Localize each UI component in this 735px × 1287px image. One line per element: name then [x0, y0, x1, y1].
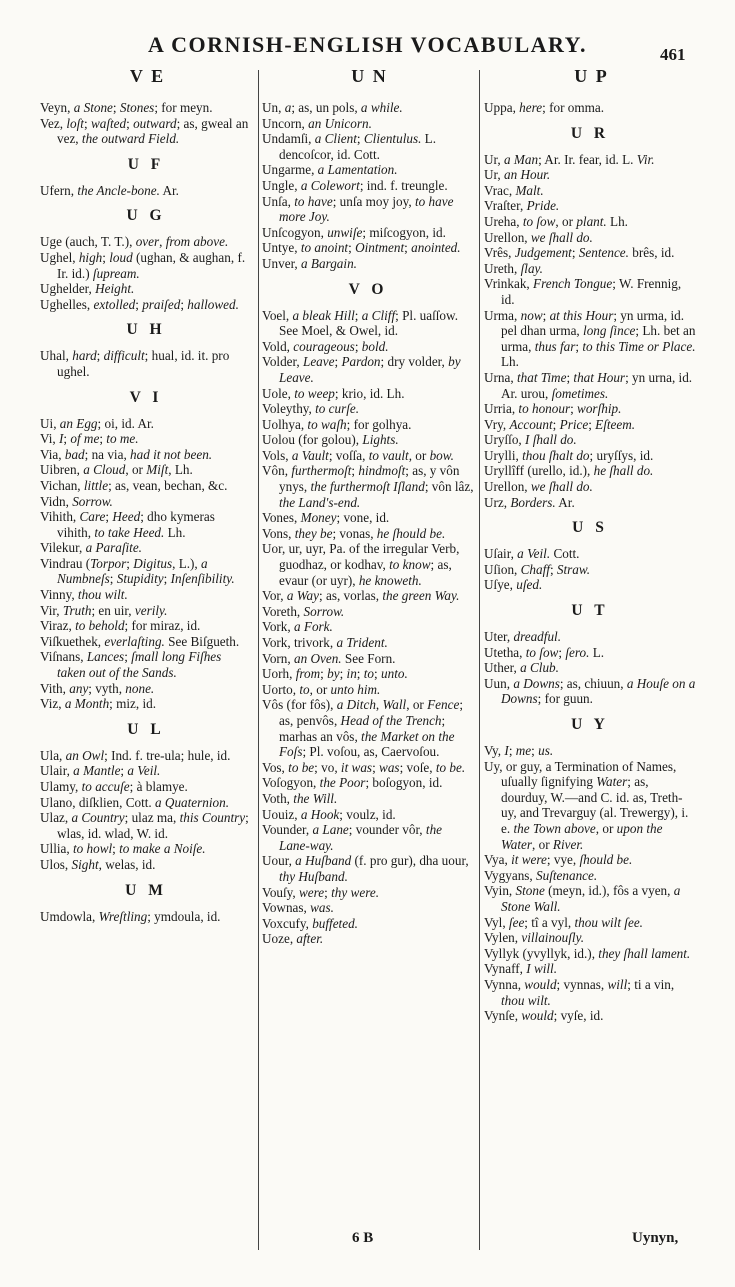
vocabulary-entry: Vihith, Care; Heed; dho kymeras vihith, to take Heed. Lh. — [40, 509, 215, 540]
vocabulary-entry: Vidn, Sorrow. — [40, 493, 113, 509]
vocabulary-entry: Ur, a Man; Ar. Ir. fear, id. L. Vir. — [484, 151, 655, 167]
vocabulary-entry: Voxcufy, buffeted. — [262, 915, 358, 931]
vocabulary-entry: Vyl, ſee; tî a vyl, thou wilt ſee. — [484, 914, 643, 930]
vocabulary-entry: Uolou (for golou), Lights. — [262, 432, 399, 448]
vocabulary-entry: Uy, or guy, a Termination of Names, uſually ſignifying Water; as, dourduy, W.—and C. id. as, Treth-uy, and Trevarguy (al. Trewergy), i. e. the Town above, or upon the Water, or River. — [484, 758, 689, 852]
vocabulary-entry: Vry, Account; Price; Eſteem. — [484, 416, 636, 432]
vocabulary-entry: Vir, Truth; en uir, verily. — [40, 602, 168, 618]
vocabulary-entry: Urellon, we ſhall do. — [484, 479, 593, 495]
vocabulary-entry: Vynaff, I will. — [484, 961, 558, 977]
vocabulary-entry: Volder, Leave; Pardon; dry volder, by Leave. — [262, 354, 461, 385]
vocabulary-entry: Vons, they be; vonas, he ſhould be. — [262, 525, 446, 541]
vocabulary-entry: Vi, I; of me; to me. — [40, 431, 139, 447]
section-heading: U G — [126, 207, 166, 225]
column-left — [40, 100, 252, 1250]
vocabulary-entry: Voſogyon, the Poor; boſogyon, id. — [262, 775, 443, 791]
vocabulary-entry: Vownas, was. — [262, 900, 334, 916]
vocabulary-entry: Uſair, a Veil. Cott. — [484, 546, 580, 562]
section-heading: U R — [570, 124, 610, 142]
vocabulary-entry: Veyn, a Stone; Stones; for meyn. — [40, 100, 213, 115]
vocabulary-entry: Uhal, hard; difficult; hual, id. it. pro ughel. — [40, 348, 230, 379]
section-heading: U Y — [571, 716, 609, 733]
vocabulary-entry: Vork, trivork, a Trident. — [262, 635, 388, 650]
vocabulary-entry: Vos, to be; vo, it was; was; voſe, to be. — [262, 759, 466, 775]
vocabulary-entry: Ui, an Egg; oi, id. Ar. — [40, 415, 154, 431]
vocabulary-entry: Vez, loſt; waſted; outward; as, gweal an vez, the outward Field. — [40, 115, 249, 147]
vocabulary-entry: Unver, a Bargain. — [262, 255, 357, 271]
vocabulary-entry: Vôn, furthermoſt; hindmoſt; as, y vôn ynys, the furthermoſt Iſland; vôn lâz, the Land's-end. — [262, 463, 474, 510]
vocabulary-entry: Ullia, to howl; to make a Noiſe. — [40, 841, 206, 857]
vocabulary-entry: Ulaz, a Country; ulaz ma, this Country; wlas, id. wlad, W. id. — [40, 810, 249, 841]
section-heading: U S — [572, 519, 608, 537]
vocabulary-entry: Uſion, Chaff; Straw. — [484, 561, 591, 577]
vocabulary-entry: Vindrau (Torpor; Digitus, L.), a Numbneſs; Stupidity; Inſenſibility. — [40, 555, 235, 587]
vocabulary-entry: Ulos, Sight, welas, id. — [40, 856, 156, 872]
vocabulary-entry: Vynna, would; vynnas, will; ti a vin, thou wilt. — [484, 976, 675, 1008]
vocabulary-entry: Vrês, Judgement; Sentence. brês, id. — [484, 245, 675, 261]
vocabulary-entry: Urellon, we ſhall do. — [484, 229, 593, 245]
vocabulary-entry: Uor, ur, uyr, Pa. of the irregular Verb, guodhaz, or kodhav, to know; as, evaur (or uyr), he knoweth. — [262, 541, 460, 588]
vocabulary-entry: Urylli, thou ſhalt do; uryſſys, id. — [484, 447, 654, 463]
vocabulary-entry: Urna, that Time; that Hour; yn urna, id. Ar. urou, ſometimes. — [484, 369, 693, 401]
vocabulary-entry: Uter, dreadful. — [484, 629, 561, 645]
vocabulary-entry: Vones, Money; vone, id. — [262, 510, 390, 526]
vocabulary-entry: Urria, to honour; worſhip. — [484, 401, 622, 417]
vocabulary-entry: Untye, to anoint; Ointment; anointed. — [262, 240, 461, 256]
vocabulary-entry: Vya, it were; vye, ſhould be. — [484, 852, 633, 868]
vocabulary-entry: Uryllîff (urello, id.), he ſhall do. — [484, 463, 654, 479]
vocabulary-entry: Vy, I; me; us. — [484, 743, 554, 758]
vocabulary-entry: Uouiz, a Hook; voulz, id. — [262, 806, 396, 822]
vocabulary-entry: Uoze, after. — [262, 931, 324, 947]
vocabulary-entry: Umdowla, Wreſtling; ymdoula, id. — [40, 908, 221, 924]
vocabulary-entry: Ureth, ſlay. — [484, 260, 543, 276]
vocabulary-entry: Viſnans, Lances; ſmall long Fiſhes taken out of the Sands. — [40, 649, 222, 681]
section-heading: U F — [127, 155, 165, 173]
vocabulary-entry: Vichan, little; as, vean, bechan, &c. — [40, 477, 228, 493]
vocabulary-entry: Ulair, a Mantle; a Veil. — [40, 763, 161, 779]
vocabulary-entry: Vôs (for fôs), a Ditch, Wall, or Fence; as, penvôs, Head of the Trench; marhas an vôs, the Market on the Foſs; Pl. voſou, as, Caervoſou. — [262, 697, 463, 760]
column-right — [484, 100, 696, 1250]
section-heading: U T — [571, 602, 609, 620]
vocabulary-entry: Ungarme, a Lamentation. — [262, 162, 398, 178]
vocabulary-entry: Ungle, a Colewort; ind. f. treungle. — [262, 177, 448, 193]
vocabulary-entry: Viſkuethek, everlaſting. See Biſgueth. — [40, 633, 240, 649]
vocabulary-entry: Vouſy, were; thy were. — [262, 884, 379, 900]
section-heading: V I — [129, 388, 163, 406]
column-header-middle: U N — [351, 66, 388, 86]
vocabulary-entry: Vraſter, Pride. — [484, 198, 560, 214]
vocabulary-entry: Ughelles, extolled; praiſed; hallowed. — [40, 296, 239, 312]
section-heading: U M — [125, 881, 167, 899]
column-header-right: U P — [574, 66, 609, 86]
vocabulary-entry: Voreth, Sorrow. — [262, 603, 345, 619]
vocabulary-entry: Vols, a Vault; voſſa, to vault, or bow. — [262, 447, 454, 463]
vocabulary-entry: Vork, a Fork. — [262, 619, 333, 635]
vocabulary-entry: Vold, courageous; bold. — [262, 338, 389, 354]
vocabulary-entry: Ughel, high; loud (ughan, & aughan, f. Ir. id.) ſupream. — [40, 249, 246, 281]
vocabulary-entry: Un, a; as, un pols, a while. — [262, 100, 403, 115]
vocabulary-entry: Vynſe, would; vyſe, id. — [484, 1008, 604, 1024]
vocabulary-entry: Vilekur, a Paraſite. — [40, 540, 142, 556]
vocabulary-entry: Urma, now; at this Hour; yn urma, id. pel dhan urma, long ſince; Lh. bet an urma, thus far; to this Time or Place. Lh. — [484, 307, 696, 370]
section-heading: U H — [126, 321, 166, 339]
vocabulary-entry: Vrac, Malt. — [484, 182, 544, 198]
vocabulary-entry: Uge (auch, T. T.), over, from above. — [40, 234, 229, 250]
vocabulary-entry: Vygyans, Suſtenance. — [484, 867, 598, 883]
vocabulary-entry: Vith, any; vyth, none. — [40, 680, 155, 696]
vocabulary-entry: Utetha, to ſow; ſero. L. — [484, 644, 605, 660]
section-heading: U L — [127, 720, 165, 738]
vocabulary-entry: Vinny, thou wilt. — [40, 587, 128, 603]
vocabulary-entry: Uppa, here; for omma. — [484, 100, 605, 115]
vocabulary-entry: Ufern, the Ancle-bone. Ar. — [40, 182, 179, 198]
section-heading: V O — [348, 280, 388, 298]
column-header-left: V E — [129, 66, 166, 86]
vocabulary-entry: Unſa, to have; unſa moy joy, to have more Joy. — [262, 193, 454, 225]
vocabulary-entry: Vyin, Stone (meyn, id.), fôs a vyen, a Stone Wall. — [484, 883, 681, 914]
vocabulary-entry: Ur, an Hour. — [484, 167, 551, 183]
vocabulary-entry: Uorh, from; by; in; to; unto. — [262, 666, 408, 682]
vocabulary-entry: Viraz, to behold; for miraz, id. — [40, 618, 201, 634]
vocabulary-entry: Urz, Borders. Ar. — [484, 494, 575, 510]
column-rule-right — [479, 70, 480, 1250]
vocabulary-entry: Uolhya, to waſh; for golhya. — [262, 416, 412, 432]
vocabulary-entry: Uun, a Downs; as, chiuun, a Houſe on a Downs; for guun. — [484, 675, 696, 707]
vocabulary-entry: Vorn, an Oven. See Forn. — [262, 650, 396, 666]
vocabulary-entry: Uorto, to, or unto him. — [262, 681, 381, 697]
vocabulary-entry: Vyllyk (yvyllyk, id.), they ſhall lament. — [484, 945, 691, 961]
page-title: A CORNISH-ENGLISH VOCABULARY. — [148, 32, 587, 57]
vocabulary-entry: Vounder, a Lane; vounder vôr, the Lane-way. — [262, 822, 443, 853]
vocabulary-entry: Uibren, a Cloud, or Miſt, Lh. — [40, 462, 193, 478]
vocabulary-entry: Uole, to weep; krio, id. Lh. — [262, 385, 405, 401]
vocabulary-entry: Ulamy, to accuſe; à blamye. — [40, 779, 188, 794]
vocabulary-entry: Via, bad; na via, had it not been. — [40, 446, 213, 462]
vocabulary-entry: Vrinkak, French Tongue; W. Frennig, id. — [484, 276, 682, 307]
vocabulary-entry: Undamſi, a Client; Clientulus. L. dencoſcor, id. Cott. — [262, 131, 437, 162]
column-rule-left — [258, 70, 259, 1250]
vocabulary-entry: Viz, a Month; miz, id. — [40, 696, 157, 712]
vocabulary-entry: Ughelder, Height. — [40, 281, 135, 297]
catchword: Uynyn, — [632, 1230, 679, 1246]
vocabulary-entry: Uncorn, an Unicorn. — [262, 115, 372, 131]
column-middle — [262, 100, 474, 1250]
vocabulary-entry: Vor, a Way; as, vorlas, the green Way. — [262, 588, 460, 604]
vocabulary-entry: Vylen, villainouſly. — [484, 930, 584, 946]
vocabulary-entry: Uour, a Huſband (f. pro gur), dha uour, thy Huſband. — [262, 853, 469, 884]
page-number: 461 — [660, 45, 686, 64]
vocabulary-entry: Ulano, diſklien, Cott. a Quaternion. — [40, 794, 230, 810]
vocabulary-entry: Uther, a Club. — [484, 660, 559, 676]
vocabulary-entry: Uryſſo, I ſhall do. — [484, 432, 577, 448]
vocabulary-entry: Ureha, to ſow, or plant. Lh. — [484, 213, 628, 229]
vocabulary-entry: Voleythy, to curſe. — [262, 401, 360, 417]
signature-mark: 6 B — [352, 1230, 374, 1246]
vocabulary-entry: Uſye, uſed. — [484, 577, 543, 593]
vocabulary-entry: Unſcogyon, unwiſe; miſcogyon, id. — [262, 224, 446, 240]
vocabulary-entry: Voth, the Will. — [262, 790, 338, 806]
vocabulary-entry: Ula, an Owl; Ind. f. tre-ula; hule, id. — [40, 747, 231, 763]
vocabulary-entry: Voel, a bleak Hill; a Cliff; Pl. uaſſow. See Moel, & Owel, id. — [262, 307, 458, 339]
